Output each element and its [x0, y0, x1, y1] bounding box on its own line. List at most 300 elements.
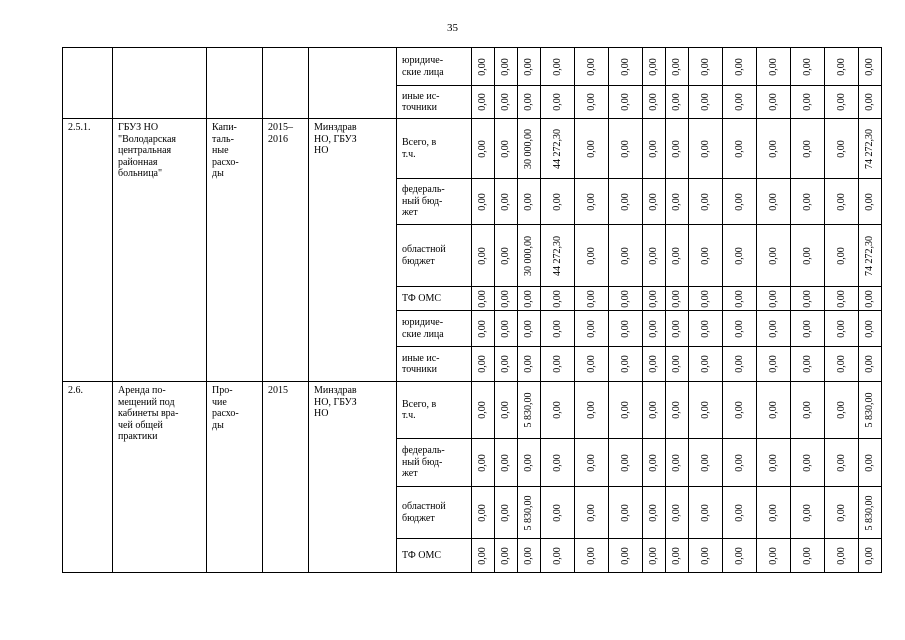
amount-value: 0,00: [801, 503, 813, 522]
amount-value: 0,00: [699, 355, 711, 373]
amount-value: 0,00: [648, 546, 659, 565]
funding-source: Всего, в т.ч.: [397, 382, 472, 439]
amount-value: 0,00: [585, 93, 597, 111]
amount-value: 0,00: [801, 546, 813, 565]
amount-cell: [757, 539, 791, 573]
amount-cell: [666, 48, 689, 86]
amount-value: 0,00: [500, 93, 511, 111]
amount-value: 0,00: [801, 93, 813, 111]
amount-value: 0,00: [835, 246, 847, 265]
amount-cell: [643, 48, 666, 86]
amount-value: 0,00: [551, 192, 563, 211]
amount-cell: [757, 382, 791, 439]
item-name: ГБУЗ НО "Володарская центральная районная больница": [113, 119, 207, 382]
amount-value: 0,00: [733, 546, 745, 565]
amount-cell: [575, 287, 609, 311]
amount-value: 0,00: [864, 192, 875, 211]
table-row: [63, 48, 882, 86]
amount-value: 0,00: [767, 355, 779, 373]
amount-cell: [518, 179, 541, 225]
amount-cell: [472, 539, 495, 573]
amount-value: 0,00: [699, 401, 711, 419]
amount-cell: [689, 539, 723, 573]
amount-cell: [666, 119, 689, 179]
amount-value: 0,00: [733, 453, 745, 472]
amount-value: 74 272,30: [864, 235, 875, 276]
amount-value: 0,00: [835, 355, 847, 373]
amount-cell: [689, 287, 723, 311]
amount-cell: [472, 347, 495, 382]
amount-cell: [518, 539, 541, 573]
amount-cell: [689, 311, 723, 347]
amount-cell: [791, 119, 825, 179]
amount-cell: [609, 382, 643, 439]
amount-cell: [495, 119, 518, 179]
amount-cell: [757, 179, 791, 225]
amount-value: 0,00: [500, 319, 511, 338]
amount-cell: [609, 225, 643, 287]
amount-value: 0,00: [477, 546, 488, 565]
amount-cell: [609, 287, 643, 311]
amount-value: 5 830,00: [864, 392, 875, 428]
amount-cell: [689, 382, 723, 439]
amount-value: 0,00: [864, 453, 875, 472]
amount-cell: [575, 382, 609, 439]
amount-value: 0,00: [671, 401, 682, 419]
amount-value: 0,00: [733, 319, 745, 338]
amount-value: 0,00: [671, 57, 682, 76]
item-name: Аренда по- мещений под кабинеты вра- чей общей практики: [113, 382, 207, 573]
amount-value: 0,00: [551, 57, 563, 76]
amount-value: 0,00: [733, 289, 745, 308]
amount-cell: [689, 179, 723, 225]
amount-cell: [495, 179, 518, 225]
type-cell: [207, 48, 263, 119]
amount-cell: [518, 487, 541, 539]
amount-value: 0,00: [477, 355, 488, 373]
amount-cell: [723, 347, 757, 382]
amount-cell: [609, 311, 643, 347]
amount-cell: [495, 487, 518, 539]
amount-value: 0,00: [767, 401, 779, 419]
amount-cell: [541, 119, 575, 179]
amount-cell: [859, 539, 882, 573]
amount-value: 0,00: [619, 57, 631, 76]
amount-cell: [825, 487, 859, 539]
amount-value: 0,00: [648, 289, 659, 308]
amount-value: 0,00: [477, 289, 488, 308]
amount-cell: [472, 487, 495, 539]
amount-value: 0,00: [585, 57, 597, 76]
amount-cell: [643, 287, 666, 311]
amount-cell: [757, 487, 791, 539]
funding-source: ТФ ОМС: [397, 287, 472, 311]
amount-cell: [495, 382, 518, 439]
amount-value: 0,00: [477, 453, 488, 472]
amount-value: 0,00: [619, 246, 631, 265]
amount-cell: [575, 539, 609, 573]
amount-value: 0,00: [619, 503, 631, 522]
amount-cell: [757, 86, 791, 119]
amount-cell: [518, 225, 541, 287]
amount-value: 0,00: [767, 319, 779, 338]
amount-cell: [666, 287, 689, 311]
amount-cell: [609, 119, 643, 179]
amount-value: 0,00: [619, 401, 631, 419]
amount-cell: [472, 311, 495, 347]
amount-cell: [643, 179, 666, 225]
amount-value: 0,00: [801, 57, 813, 76]
amount-cell: [609, 86, 643, 119]
amount-value: 0,00: [585, 139, 597, 158]
amount-value: 0,00: [733, 246, 745, 265]
amount-value: 0,00: [767, 546, 779, 565]
amount-value: 0,00: [477, 401, 488, 419]
amount-value: 0,00: [699, 546, 711, 565]
amount-cell: [518, 439, 541, 487]
amount-cell: [757, 287, 791, 311]
amount-value: 0,00: [835, 93, 847, 111]
amount-cell: [495, 439, 518, 487]
amount-cell: [791, 287, 825, 311]
amount-value: 0,00: [500, 289, 511, 308]
amount-cell: [643, 439, 666, 487]
amount-value: 0,00: [523, 192, 534, 211]
amount-cell: [859, 487, 882, 539]
amount-cell: [723, 311, 757, 347]
amount-value: 0,00: [733, 93, 745, 111]
amount-cell: [689, 225, 723, 287]
amount-cell: [689, 86, 723, 119]
funding-source: федераль- ный бюд- жет: [397, 439, 472, 487]
amount-cell: [609, 347, 643, 382]
amount-value: 0,00: [648, 246, 659, 265]
amount-cell: [791, 86, 825, 119]
amount-cell: [495, 311, 518, 347]
funding-source: Всего, в т.ч.: [397, 119, 472, 179]
amount-cell: [518, 382, 541, 439]
amount-value: 0,00: [477, 192, 488, 211]
amount-cell: [495, 86, 518, 119]
amount-value: 0,00: [801, 289, 813, 308]
amount-cell: [575, 487, 609, 539]
amount-cell: [859, 225, 882, 287]
amount-value: 0,00: [551, 93, 563, 111]
amount-value: 0,00: [585, 289, 597, 308]
amount-cell: [575, 347, 609, 382]
amount-value: 0,00: [585, 246, 597, 265]
amount-cell: [472, 287, 495, 311]
amount-cell: [723, 439, 757, 487]
amount-value: 74 272,30: [864, 128, 875, 169]
amount-value: 0,00: [733, 503, 745, 522]
amount-value: 0,00: [477, 503, 488, 522]
amount-value: 0,00: [733, 401, 745, 419]
amount-cell: [666, 225, 689, 287]
amount-cell: [666, 179, 689, 225]
amount-value: 0,00: [619, 355, 631, 373]
amount-cell: [541, 347, 575, 382]
amount-cell: [518, 86, 541, 119]
amount-cell: [723, 86, 757, 119]
executor: Минздрав НО, ГБУЗ НО: [309, 119, 397, 382]
amount-value: 0,00: [801, 246, 813, 265]
amount-value: 0,00: [767, 93, 779, 111]
amount-cell: [541, 539, 575, 573]
amount-value: 0,00: [864, 546, 875, 565]
amount-value: 0,00: [585, 503, 597, 522]
amount-value: 0,00: [500, 192, 511, 211]
amount-value: 0,00: [648, 139, 659, 158]
amount-cell: [791, 539, 825, 573]
amount-cell: [609, 539, 643, 573]
amount-value: 0,00: [835, 453, 847, 472]
amount-cell: [495, 287, 518, 311]
amount-value: 0,00: [835, 192, 847, 211]
amount-value: 0,00: [477, 319, 488, 338]
amount-cell: [643, 119, 666, 179]
amount-cell: [609, 179, 643, 225]
amount-cell: [575, 48, 609, 86]
amount-value: 0,00: [500, 546, 511, 565]
amount-cell: [541, 179, 575, 225]
amount-value: 0,00: [835, 319, 847, 338]
amount-cell: [825, 347, 859, 382]
amount-value: 0,00: [699, 192, 711, 211]
amount-cell: [757, 119, 791, 179]
amount-value: 0,00: [767, 289, 779, 308]
amount-cell: [518, 347, 541, 382]
amount-value: 0,00: [500, 453, 511, 472]
amount-value: 0,00: [585, 192, 597, 211]
amount-value: 30 000,00: [523, 235, 534, 276]
amount-cell: [791, 347, 825, 382]
amount-cell: [757, 225, 791, 287]
amount-value: 0,00: [500, 355, 511, 373]
amount-value: 5 830,00: [523, 495, 534, 530]
amount-cell: [518, 119, 541, 179]
amount-value: 0,00: [767, 57, 779, 76]
amount-cell: [859, 382, 882, 439]
amount-value: 0,00: [733, 192, 745, 211]
amount-value: 0,00: [619, 192, 631, 211]
amount-value: 0,00: [523, 57, 534, 76]
amount-value: 0,00: [648, 453, 659, 472]
amount-value: 0,00: [551, 401, 563, 419]
amount-cell: [518, 287, 541, 311]
amount-value: 0,00: [767, 503, 779, 522]
amount-cell: [541, 225, 575, 287]
amount-value: 0,00: [733, 139, 745, 158]
amount-value: 0,00: [699, 319, 711, 338]
amount-value: 0,00: [619, 93, 631, 111]
period-cell: [263, 48, 309, 119]
amount-cell: [791, 48, 825, 86]
amount-cell: [825, 48, 859, 86]
amount-value: 0,00: [551, 503, 563, 522]
amount-value: 0,00: [500, 57, 511, 76]
amount-cell: [609, 487, 643, 539]
amount-value: 0,00: [523, 289, 534, 308]
amount-cell: [643, 539, 666, 573]
amount-cell: [575, 311, 609, 347]
amount-cell: [791, 439, 825, 487]
amount-cell: [859, 311, 882, 347]
amount-value: 0,00: [801, 401, 813, 419]
amount-cell: [609, 439, 643, 487]
amount-cell: [666, 439, 689, 487]
amount-cell: [859, 347, 882, 382]
amount-cell: [689, 487, 723, 539]
amount-cell: [859, 48, 882, 86]
amount-cell: [666, 311, 689, 347]
amount-cell: [825, 179, 859, 225]
amount-value: 0,00: [671, 319, 682, 338]
amount-value: 0,00: [835, 289, 847, 308]
amount-cell: [495, 225, 518, 287]
amount-value: 0,00: [671, 139, 682, 158]
amount-value: 0,00: [835, 546, 847, 565]
amount-value: 0,00: [671, 453, 682, 472]
amount-value: 0,00: [500, 139, 511, 158]
amount-value: 0,00: [699, 246, 711, 265]
amount-value: 0,00: [699, 289, 711, 308]
amount-cell: [643, 86, 666, 119]
amount-value: 0,00: [551, 453, 563, 472]
amount-value: 44 272,30: [551, 128, 563, 169]
amount-cell: [643, 382, 666, 439]
funding-source: юридиче- ские лица: [397, 311, 472, 347]
amount-cell: [757, 48, 791, 86]
amount-value: 0,00: [671, 93, 682, 111]
amount-value: 0,00: [671, 503, 682, 522]
amount-cell: [757, 311, 791, 347]
amount-cell: [689, 439, 723, 487]
amount-value: 0,00: [671, 192, 682, 211]
amount-value: 0,00: [671, 246, 682, 265]
amount-cell: [825, 86, 859, 119]
funding-source: юридиче- ские лица: [397, 48, 472, 86]
amount-value: 0,00: [648, 192, 659, 211]
amount-cell: [825, 382, 859, 439]
number-cell: [63, 48, 113, 119]
amount-value: 0,00: [477, 93, 488, 111]
amount-value: 0,00: [585, 319, 597, 338]
amount-cell: [723, 225, 757, 287]
amount-value: 0,00: [619, 453, 631, 472]
amount-cell: [541, 382, 575, 439]
amount-cell: [609, 48, 643, 86]
amount-cell: [723, 382, 757, 439]
amount-cell: [723, 179, 757, 225]
amount-value: 0,00: [648, 319, 659, 338]
budget-table: [62, 47, 882, 573]
amount-value: 0,00: [835, 503, 847, 522]
amount-value: 0,00: [699, 57, 711, 76]
amount-cell: [723, 487, 757, 539]
amount-value: 30 000,00: [523, 128, 534, 169]
amount-cell: [472, 439, 495, 487]
amount-value: 0,00: [864, 319, 875, 338]
name-cell: [113, 48, 207, 119]
amount-cell: [825, 439, 859, 487]
amount-value: 0,00: [835, 57, 847, 76]
amount-cell: [575, 179, 609, 225]
amount-cell: [472, 119, 495, 179]
amount-value: 0,00: [500, 503, 511, 522]
amount-cell: [495, 48, 518, 86]
amount-value: 0,00: [864, 93, 875, 111]
amount-value: 0,00: [585, 355, 597, 373]
amount-cell: [791, 487, 825, 539]
amount-value: 0,00: [699, 503, 711, 522]
amount-value: 0,00: [835, 139, 847, 158]
funding-source: иные ис- точники: [397, 347, 472, 382]
amount-value: 0,00: [500, 246, 511, 265]
funding-source: областной бюджет: [397, 487, 472, 539]
table-row: [63, 119, 882, 179]
amount-value: 0,00: [619, 139, 631, 158]
amount-cell: [723, 539, 757, 573]
amount-cell: [472, 48, 495, 86]
amount-cell: [859, 179, 882, 225]
amount-cell: [643, 487, 666, 539]
page-number: 35: [447, 22, 458, 34]
period: 2015– 2016: [263, 119, 309, 382]
amount-value: 44 272,30: [551, 235, 563, 276]
amount-value: 0,00: [500, 401, 511, 419]
amount-value: 0,00: [648, 355, 659, 373]
amount-cell: [666, 382, 689, 439]
amount-cell: [791, 311, 825, 347]
amount-cell: [723, 287, 757, 311]
amount-value: 0,00: [733, 355, 745, 373]
amount-value: 0,00: [671, 289, 682, 308]
amount-cell: [575, 119, 609, 179]
amount-cell: [666, 86, 689, 119]
amount-value: 0,00: [767, 139, 779, 158]
executor: Минздрав НО, ГБУЗ НО: [309, 382, 397, 573]
item-number: 2.6.: [63, 382, 113, 573]
amount-cell: [495, 539, 518, 573]
amount-value: 0,00: [699, 453, 711, 472]
amount-cell: [859, 86, 882, 119]
amount-value: 0,00: [619, 319, 631, 338]
amount-cell: [791, 225, 825, 287]
amount-value: 0,00: [648, 401, 659, 419]
amount-cell: [541, 311, 575, 347]
amount-cell: [518, 48, 541, 86]
amount-cell: [825, 119, 859, 179]
amount-cell: [472, 86, 495, 119]
amount-value: 0,00: [619, 289, 631, 308]
amount-cell: [541, 287, 575, 311]
amount-cell: [666, 487, 689, 539]
expense-type: Капи- таль- ные расхо- ды: [207, 119, 263, 382]
amount-cell: [825, 225, 859, 287]
amount-cell: [541, 439, 575, 487]
amount-cell: [791, 382, 825, 439]
amount-cell: [643, 311, 666, 347]
amount-cell: [472, 382, 495, 439]
funding-source: федераль- ный бюд- жет: [397, 179, 472, 225]
amount-cell: [859, 287, 882, 311]
amount-cell: [575, 86, 609, 119]
amount-value: 0,00: [767, 192, 779, 211]
amount-cell: [825, 287, 859, 311]
period: 2015: [263, 382, 309, 573]
amount-value: 0,00: [835, 401, 847, 419]
